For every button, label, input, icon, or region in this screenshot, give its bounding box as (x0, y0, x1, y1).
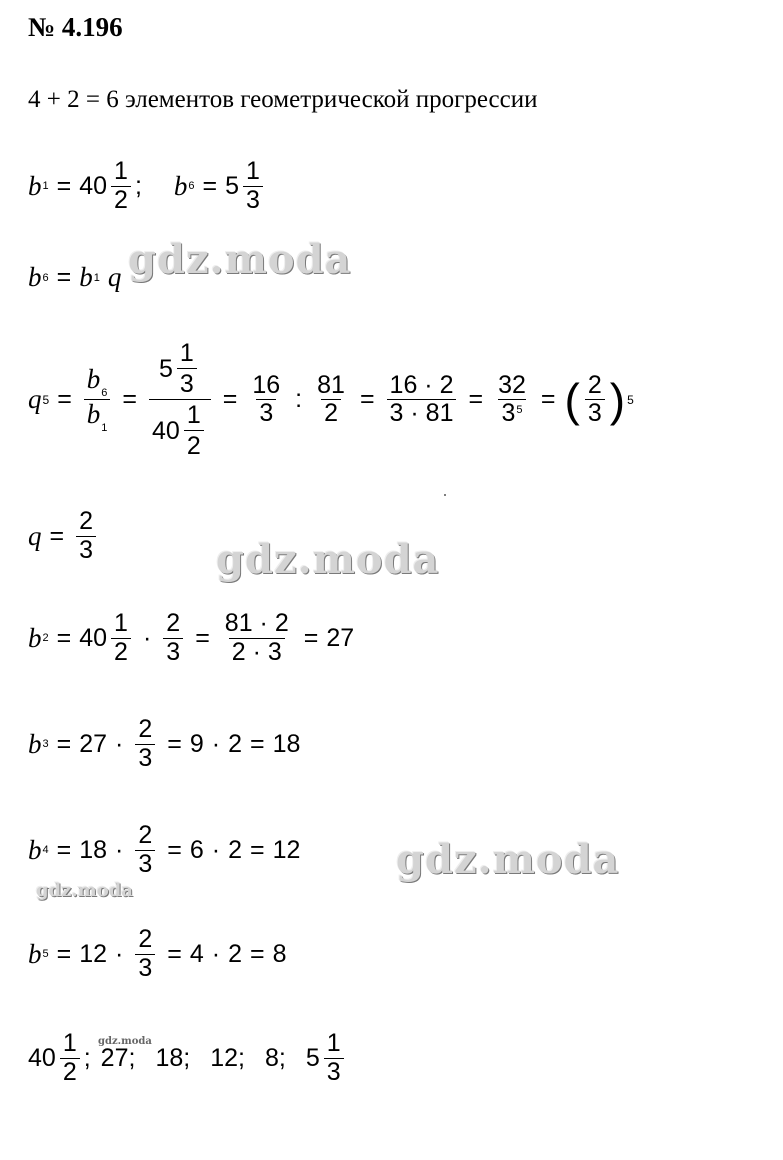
equals-sign: = (250, 939, 265, 968)
multiply-dot: · (115, 835, 124, 864)
fraction (84, 365, 111, 434)
q5-derivation (28, 338, 634, 461)
numerator: 32 (498, 370, 526, 399)
numerator: 2 (79, 507, 94, 535)
equals-sign: = (540, 385, 556, 413)
sub-index: 1 (101, 422, 108, 434)
answer-term: 12 (210, 1043, 239, 1072)
numerator: 2 (138, 821, 153, 849)
watermark-logo: gdz.moda (98, 1036, 152, 1047)
fraction (163, 610, 183, 666)
numerator: 2 (138, 925, 153, 953)
denominator: 3 (177, 368, 197, 399)
answer-term: 27 (100, 1043, 129, 1072)
denominator: 3 (135, 744, 155, 773)
semicolon: ; (238, 1043, 245, 1072)
exponent: 5 (516, 404, 523, 416)
denominator: 2 (111, 186, 131, 215)
fraction (111, 610, 131, 666)
whole-part: 40 (152, 416, 180, 445)
denominator: 2 · 3 (229, 638, 285, 667)
fraction (111, 158, 131, 214)
fraction (243, 158, 263, 214)
b5-calc (28, 926, 287, 982)
fraction (184, 400, 204, 461)
var-b: b (86, 399, 101, 429)
operand: 4 (189, 939, 204, 968)
numerator: 81 · 2 (224, 609, 289, 637)
fraction (60, 1030, 80, 1086)
sub-index: 2 (42, 632, 49, 644)
numerator (156, 338, 204, 399)
operand: 2 (228, 939, 243, 968)
watermark-logo: gdz.moda (216, 536, 440, 583)
problem-number: № 4.196 (28, 12, 123, 42)
operand: 6 (189, 835, 204, 864)
whole-part: 5 (158, 354, 173, 383)
sub-index: 6 (188, 180, 195, 192)
denominator: 2 (111, 638, 131, 667)
var-b: b (86, 363, 101, 394)
fraction (324, 1030, 344, 1086)
fraction (585, 372, 605, 428)
denominator: 2 (60, 1058, 80, 1087)
sub-index: 6 (101, 386, 108, 399)
sub-index: 5 (42, 948, 49, 960)
sub-index: 4 (42, 844, 49, 856)
equals-sign: = (122, 385, 138, 413)
denominator: 3 (256, 399, 276, 428)
numerator: 2 (138, 715, 153, 743)
var-b: b (28, 728, 42, 759)
var-q: q (28, 384, 42, 414)
equals-sign: = (195, 623, 210, 652)
denominator: 3 (243, 186, 263, 215)
multiply-dot: · (211, 939, 221, 968)
b3-calc (28, 716, 300, 772)
q-result (28, 508, 100, 564)
equals-sign: = (202, 171, 218, 200)
fraction (76, 508, 96, 564)
operand: 9 (189, 729, 204, 758)
denominator: 3 (135, 850, 155, 879)
exponent: 5 (627, 392, 634, 407)
whole-part: 40 (79, 171, 108, 200)
numerator: 1 (62, 1029, 77, 1057)
var-b: b (28, 170, 42, 201)
compound-fraction (149, 338, 211, 461)
fraction (177, 338, 197, 399)
var-q: q (107, 262, 122, 292)
sub-index: 1 (42, 180, 49, 192)
sub-index: 3 (42, 738, 49, 750)
sub-index: 6 (42, 271, 49, 284)
result-value: 12 (272, 835, 301, 864)
denominator: 2 (184, 430, 204, 461)
watermark-logo: gdz.moda (396, 836, 620, 883)
equals-sign: = (56, 263, 72, 291)
fraction (249, 372, 283, 428)
numerator: 16 · 2 (389, 370, 454, 399)
equals-sign: = (56, 835, 72, 864)
denominator: 3 · 81 (387, 399, 457, 428)
denominator (149, 399, 211, 461)
var-b: b (28, 622, 42, 653)
equals-sign: = (167, 835, 182, 864)
var-b: b (28, 834, 42, 865)
equals-sign: = (49, 521, 65, 550)
numerator: 1 (186, 401, 201, 429)
right-paren: ) (609, 373, 626, 426)
equals-sign: = (468, 385, 484, 413)
fraction (495, 372, 529, 428)
var-q: q (28, 520, 42, 551)
semicolon: ; (128, 1043, 136, 1072)
numerator: 1 (246, 157, 260, 185)
equals-sign: = (56, 623, 72, 652)
equals-sign: = (167, 939, 182, 968)
multiply-dot: · (211, 729, 221, 758)
watermark-logo: gdz.moda (128, 236, 352, 283)
denominator: $3^5$ (498, 399, 525, 428)
semicolon: ; (134, 171, 142, 200)
numerator: 1 (114, 157, 128, 185)
whole-part: 5 (305, 1043, 320, 1072)
denominator: 3 (324, 1058, 344, 1087)
answer-term: 18 (155, 1043, 184, 1072)
watermark-logo: gdz.moda (36, 880, 133, 901)
fraction (135, 822, 155, 878)
multiply-dot: · (142, 623, 152, 652)
fraction (222, 610, 292, 666)
denominator: 3 (585, 399, 605, 428)
result-value: 27 (326, 623, 355, 652)
result-value: 18 (272, 729, 301, 758)
equals-sign: = (222, 385, 238, 413)
equals-sign: = (167, 729, 182, 758)
fraction (135, 926, 155, 982)
colon: : (295, 385, 303, 413)
equals-sign: = (250, 835, 265, 864)
fraction (387, 372, 457, 428)
numerator: 1 (114, 609, 128, 637)
multiply-dot: · (115, 939, 124, 968)
answer-sequence (28, 1030, 348, 1086)
multiply-dot: · (211, 835, 221, 864)
sub-index: 1 (93, 271, 100, 284)
answer-term: 8 (264, 1043, 279, 1072)
equals-sign: = (56, 939, 72, 968)
operand: 2 (228, 729, 243, 758)
operand: 27 (79, 729, 108, 758)
numerator: 2 (166, 609, 181, 637)
given-values (28, 158, 267, 214)
numerator: 1 (179, 339, 194, 367)
equals-sign: = (56, 729, 72, 758)
mixed-number (225, 158, 267, 214)
equals-sign: = (250, 729, 265, 758)
whole-part: 40 (28, 1043, 56, 1072)
multiply-dot: · (115, 729, 124, 758)
formula-line (28, 262, 121, 293)
whole-part: 5 (225, 171, 240, 200)
semicolon: ; (183, 1043, 191, 1072)
denominator: 3 (163, 638, 183, 667)
operand: 2 (228, 835, 243, 864)
operand: 18 (79, 835, 108, 864)
numerator: 1 (326, 1029, 341, 1057)
equals-sign: = (56, 171, 72, 200)
var-b: b (79, 262, 93, 292)
left-paren: ( (564, 373, 580, 426)
numerator: 81 (317, 370, 345, 399)
stray-dot (444, 494, 446, 496)
semicolon: ; (278, 1043, 286, 1072)
var-b: b (28, 938, 42, 969)
denominator: 2 (321, 399, 341, 428)
var-b: b (28, 262, 42, 292)
operand: 12 (79, 939, 108, 968)
equals-sign: = (57, 385, 72, 413)
b2-calc (28, 610, 354, 666)
fraction (314, 372, 348, 428)
intro-text: 4 + 2 = 6 элементов геометрической прогрессии (28, 86, 538, 113)
semicolon: ; (83, 1043, 91, 1072)
numerator: 2 (587, 370, 602, 399)
b4-calc (28, 822, 300, 878)
numerator: 16 (252, 370, 281, 399)
whole-part: 40 (79, 623, 108, 652)
exponent: 5 (42, 392, 50, 407)
mixed-number (79, 158, 135, 214)
equals-sign: = (359, 385, 375, 413)
denominator: 3 (135, 954, 155, 983)
result-value: 8 (272, 939, 287, 968)
denominator (84, 399, 111, 434)
numerator (84, 365, 111, 399)
equals-sign: = (303, 623, 319, 652)
fraction (135, 716, 155, 772)
denominator: 3 (76, 536, 96, 565)
var-b: b (173, 170, 188, 201)
